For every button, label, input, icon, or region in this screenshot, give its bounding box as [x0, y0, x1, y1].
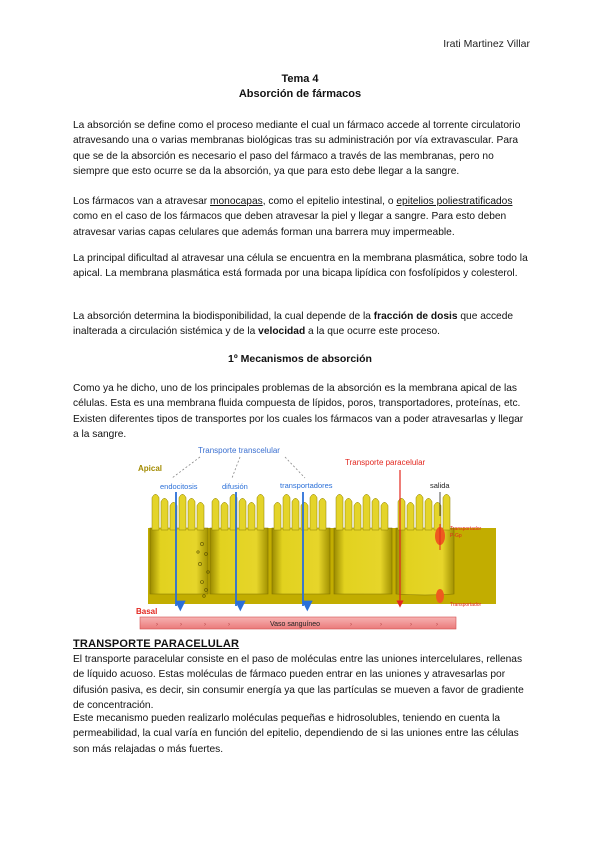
intro-paragraph-4: [73, 309, 531, 340]
microvillus: [161, 498, 168, 530]
microvillus: [283, 494, 290, 530]
text: La absorción determina la biodisponibilidad, la cual depende de la: [73, 311, 374, 322]
microvillus: [319, 498, 326, 530]
microvillus: [239, 498, 246, 530]
cell-body: [334, 528, 392, 594]
microvillus: [274, 502, 281, 530]
paracelular-paragraph-1: El transporte paracelular consiste en el paso de moléculas entre las uniones intercelulares, rellenas de líquido acuoso. Estas moléculas de fármaco pueden entrar en las uniones y atravesarlas por difusión pasiva, es decir, sin consumir energía ya que las partículas se mueven a favor de gradiente de concentración.: [73, 654, 524, 712]
microvillus: [336, 494, 343, 530]
microvillus: [443, 494, 450, 530]
microvillus: [372, 498, 379, 530]
microvillus: [363, 494, 370, 530]
microvillus: [221, 502, 228, 530]
term-fraccion-de-dosis: fracción de dosis: [373, 311, 458, 322]
svg-text:›: ›: [156, 622, 158, 628]
text: que accede inalterada a circulación sistémica y de la: [73, 311, 514, 338]
title-line-2: Absorción de fármacos: [238, 88, 362, 100]
microvillus: [398, 498, 405, 530]
label-apical: Apical: [138, 464, 163, 473]
microvillus: [292, 498, 299, 530]
microvillus: [354, 502, 361, 530]
microvillus: [197, 502, 204, 530]
label-vaso: Vaso sanguíneo: [270, 621, 321, 628]
term-monocapas: monocapas: [210, 196, 263, 207]
label-transcelular: Transporte transcelular: [198, 446, 280, 455]
microvillus: [152, 494, 159, 530]
label-transportador-pgp-1: Transportador: [450, 526, 482, 532]
label-transportadores: transportadores: [280, 481, 333, 490]
svg-text:›: ›: [180, 622, 182, 628]
epithelial-cell: [272, 494, 330, 594]
label-transportador: Transportador: [450, 602, 482, 608]
microvillus: [416, 494, 423, 530]
microvillus: [407, 502, 414, 530]
text: Los fármacos van a atravesar: [73, 196, 211, 207]
label-salida: salida: [430, 481, 450, 490]
microvillus: [301, 502, 308, 530]
label-paracelular: Transporte paracelular: [345, 458, 426, 467]
microvillus: [179, 494, 186, 530]
svg-text:›: ›: [204, 622, 206, 628]
term-velocidad: velocidad: [258, 326, 306, 338]
cell-layer: [148, 494, 496, 604]
intro-paragraph-1: La absorción se define como el proceso mediante el cual un fármaco accede al torrente circulatorio atravesando una o varias membranas biológicas tras su administración por vía extravascular. Para que se de la absorción es necesario el paso del fármaco a través de las membranas, pero no siempre que esto ocurre se da la absorción, ya que para esto debe llegar a la sangre.: [73, 120, 521, 178]
svg-text:›: ›: [380, 622, 382, 628]
microvillus: [248, 502, 255, 530]
microvillus: [188, 498, 195, 530]
intro-paragraph-2: [73, 194, 531, 240]
svg-text:›: ›: [228, 622, 230, 628]
text: , como el epitelio intestinal, o: [262, 196, 397, 207]
microvillus: [257, 494, 264, 530]
svg-text:›: ›: [350, 622, 352, 628]
paracelular-paragraph-2: Este mecanismo pueden realizarlo moléculas pequeñas e hidrosolubles, teniendo en cuenta la permeabilidad, la cual varía en función del epitelio, dependiendo de si las uniones entre las células son más relajadas o más fuertes.: [73, 713, 519, 755]
svg-text:›: ›: [436, 622, 438, 628]
section-title: 1º Mecanismos de absorción: [228, 353, 372, 365]
microvillus: [381, 502, 388, 530]
svg-text:›: ›: [410, 622, 412, 628]
document-title: [0, 72, 600, 102]
text: a la que ocurre este proceso.: [305, 326, 440, 338]
author-name: Irati Martinez Villar: [443, 38, 530, 50]
microvillus: [310, 494, 317, 530]
intro-paragraph-3: La principal dificultad al atravesar una célula se encuentra en la membrana plasmática, sobre todo la apical. La membrana plasmática está formada por una bicapa lipídica con fosfolípidos y colesterol.: [73, 253, 528, 280]
title-line-1: Tema 4: [281, 73, 319, 85]
term-epitelios-poliestratificados: epitelios poliestratificados: [396, 196, 513, 207]
label-difusion: difusión: [222, 482, 248, 491]
paracelular-heading: TRANSPORTE PARACELULAR: [73, 638, 240, 650]
cell-body: [272, 528, 330, 594]
cell-body: [210, 528, 268, 594]
epithelial-cell: [210, 494, 268, 594]
text: como en el caso de los fármacos que deben atravesar la piel y llegar a sangre. Para esto deben atravesar varias capas celulares que además forman una barrera muy impermeable.: [73, 211, 507, 238]
microvillus: [425, 498, 432, 530]
epithelial-cell: [150, 494, 208, 594]
label-basal: Basal: [136, 607, 158, 616]
absorption-diagram: [120, 444, 520, 636]
cell-body: [150, 528, 208, 594]
epithelial-cell: [396, 494, 454, 595]
microvillus: [212, 498, 219, 530]
transcelular-bracket: [172, 457, 305, 478]
label-endocitosis: endocitosis: [160, 482, 198, 491]
microvillus: [345, 498, 352, 530]
label-transportador-pgp-2: P-Gp: [450, 533, 462, 539]
cell-body: [396, 528, 454, 595]
epithelial-cell: [334, 494, 392, 594]
basal-transporter: [436, 589, 444, 603]
section-paragraph: Como ya he dicho, uno de los principales problemas de la absorción es la membrana apical de las células. Esta es una membrana fluida compuesta de lípidos, poros, transportadores, proteínas, etc. Existen diferentes tipos de transportes por los cuales los fármacos van a poder atravesarlas y llegar a la sangre.: [73, 383, 524, 441]
